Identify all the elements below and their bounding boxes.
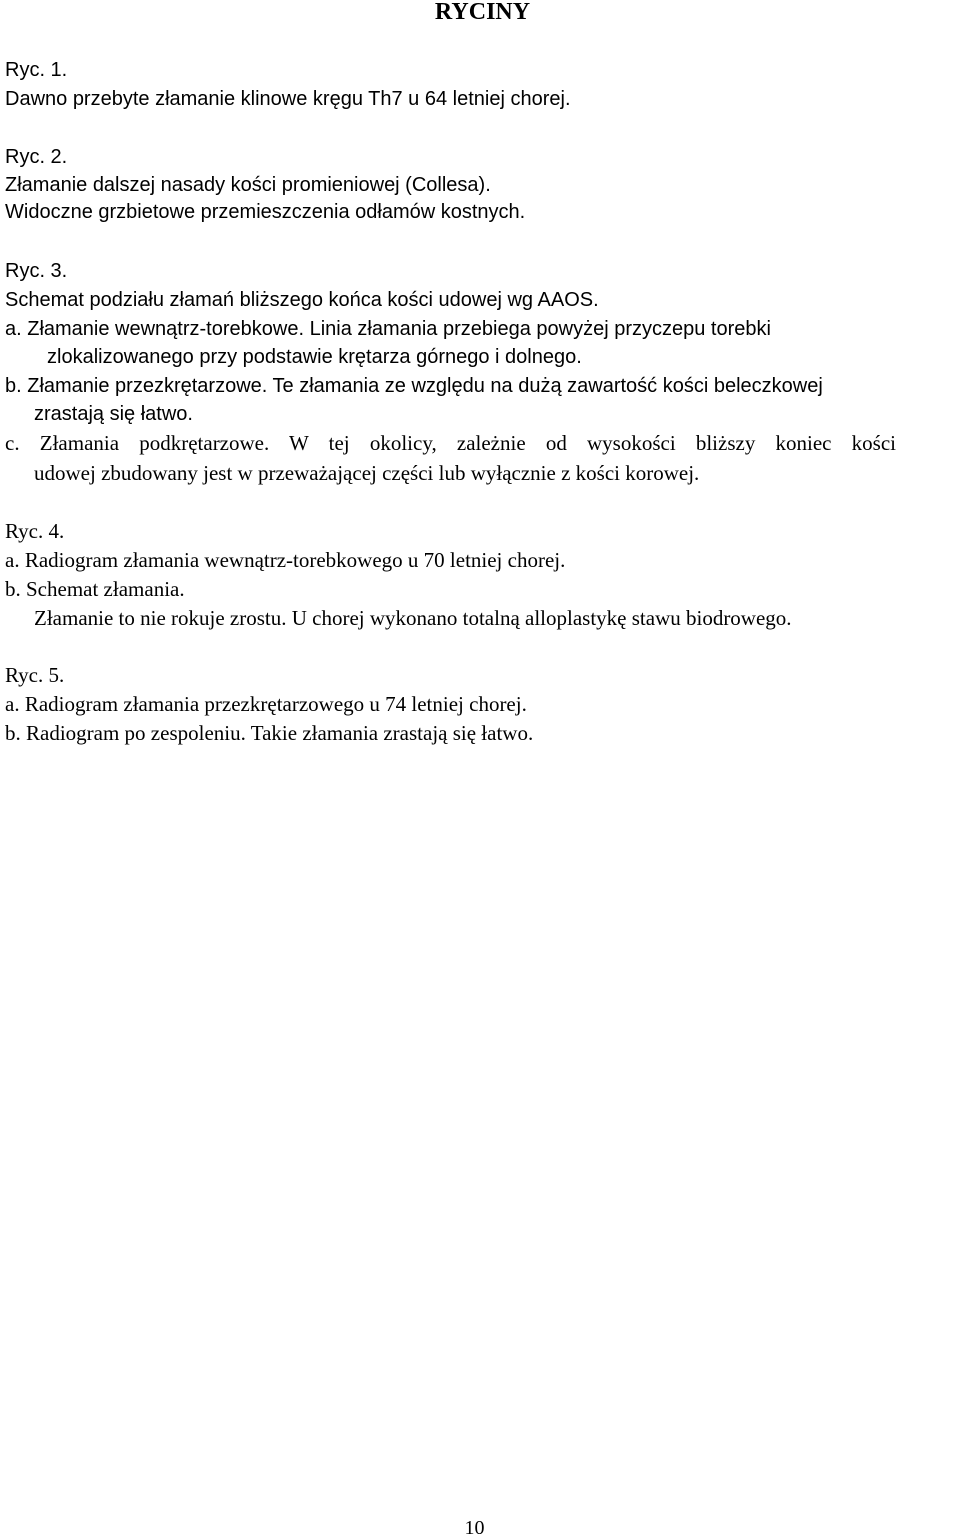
figure-3-item-b-line-2: zrastają się łatwo. [34,403,193,425]
figure-3-caption-intro: Schemat podziału złamań bliższego końca kości udowej wg AAOS. [5,289,599,311]
figure-3-item-b-line-1: b. Złamanie przezkrętarzowe. Te złamania ze względu na dużą zawartość kości beleczkowej [5,375,823,397]
figure-2-caption-line-1: Złamanie dalszej nasady kości promieniowej (Collesa). [5,174,491,196]
page-title: RYCINY [434,0,531,25]
figure-4-note: Złamanie to nie rokuje zrostu. U chorej wykonano totalną alloplastykę stawu biodrowego. [34,606,792,630]
figure-2-label: Ryc. 2. [5,146,68,168]
figure-3-item-a-line-2: zlokalizowanego przy podstawie krętarza górnego i dolnego. [47,346,582,368]
figure-2-caption-line-2: Widoczne grzbietowe przemieszczenia odłamów kostnych. [5,201,526,223]
figure-5-label: Ryc. 5. [5,663,65,687]
figure-3-item-c-line-1: c. Złamania podkrętarzowe. W tej okolicy, zależnie od wysokości bliższy koniec kości [5,431,896,455]
figure-4-item-b: b. Schemat złamania. [5,577,185,601]
figure-5-item-b: b. Radiogram po zespoleniu. Takie złamania zrastają się łatwo. [5,721,534,745]
figure-4-label: Ryc. 4. [5,519,65,543]
figure-4-item-a: a. Radiogram złamania wewnątrz-torebkowego u 70 letniej chorej. [5,548,566,572]
figure-1-caption: Dawno przebyte złamanie klinowe kręgu Th7 u 64 letniej chorej. [5,88,571,110]
figure-3-item-a-line-1: a. Złamanie wewnątrz-torebkowe. Linia złamania przebiega powyżej przyczepu torebki [5,318,771,340]
page-number: 10 [464,1517,485,1539]
figure-1-label: Ryc. 1. [5,59,68,81]
figure-5-item-a: a. Radiogram złamania przezkrętarzowego u 74 letniej chorej. [5,692,527,716]
figure-3-label: Ryc. 3. [5,260,68,282]
figure-3-item-c-line-2: udowej zbudowany jest w przeważającej części lub wyłącznie z kości korowej. [34,461,700,485]
